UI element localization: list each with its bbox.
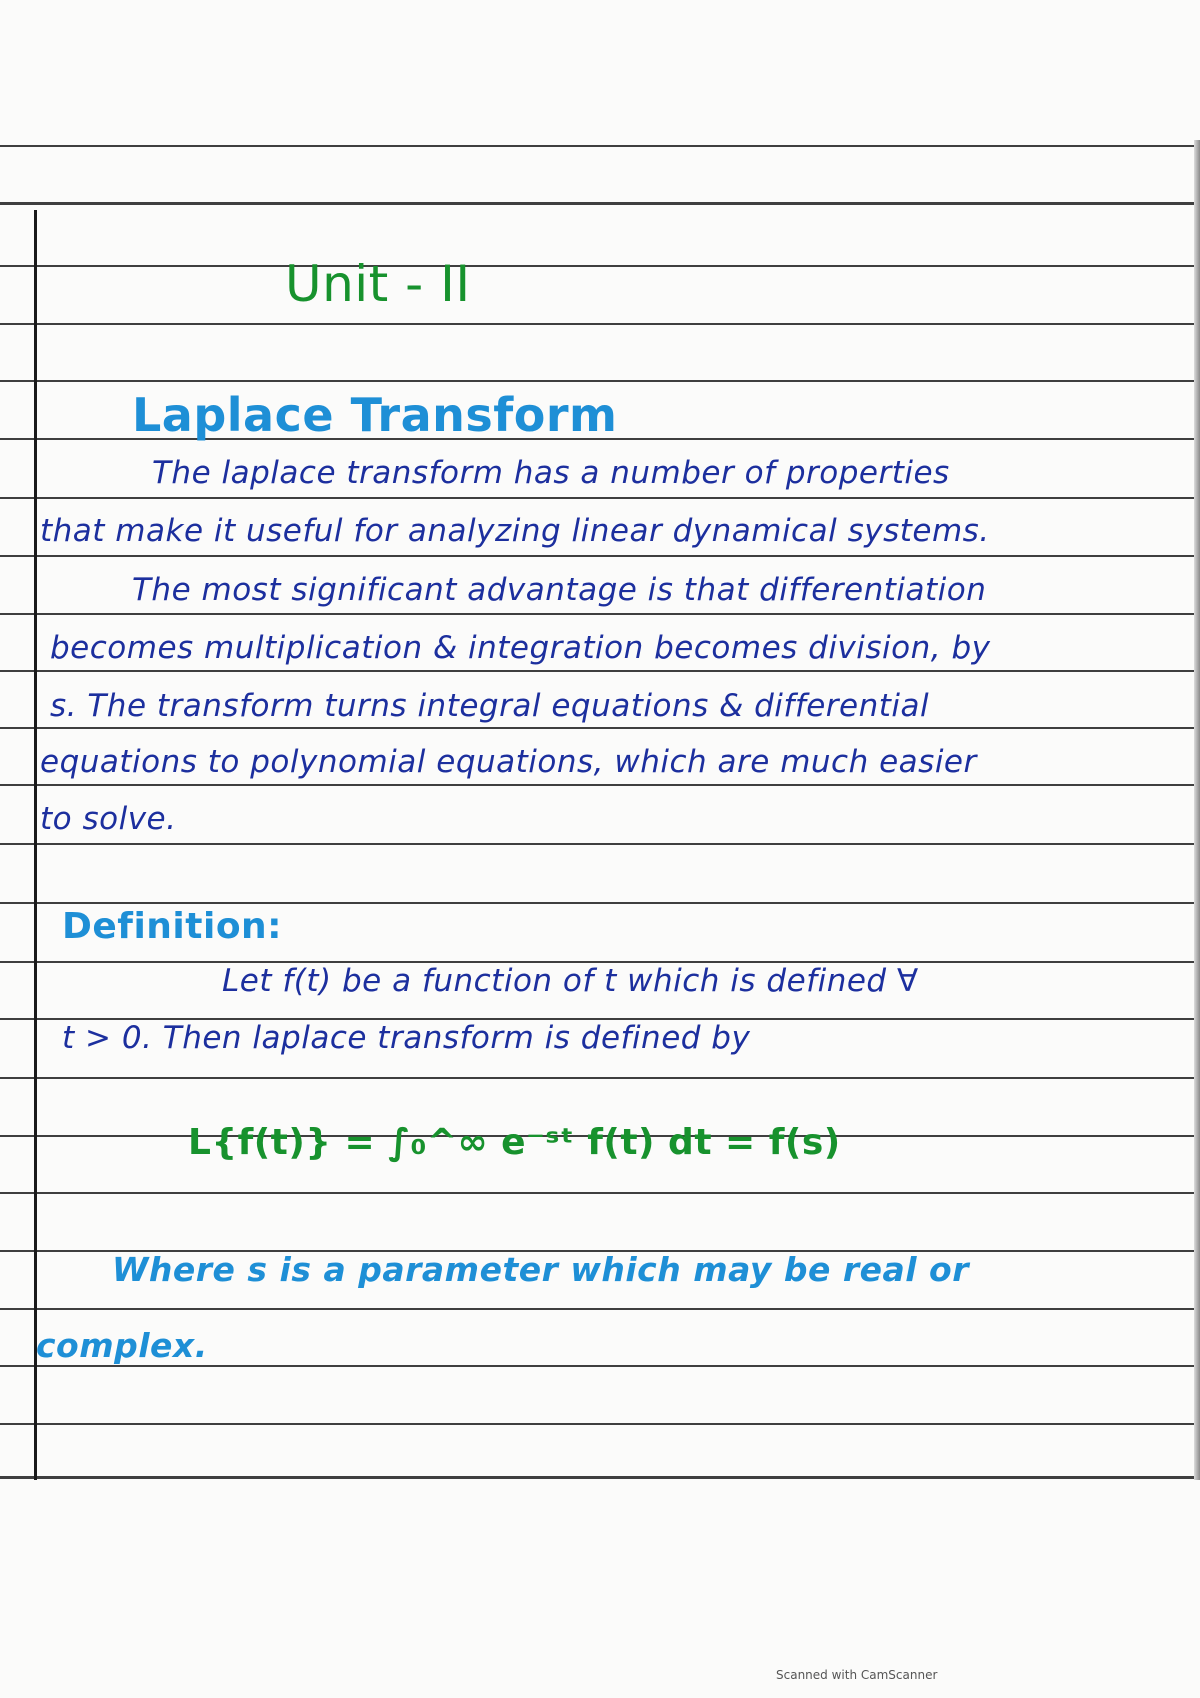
definition-line: Let f(t) be a function of t which is defined ∀ <box>222 963 919 999</box>
paragraph-line: The most significant advantage is that differentiation <box>132 572 987 608</box>
page-edge-shadow <box>1194 140 1200 1480</box>
margin-line <box>34 210 37 1480</box>
paragraph-line: s. The transform turns integral equations & differential <box>50 688 930 724</box>
definition-line: t > 0. Then laplace transform is defined by <box>62 1020 751 1056</box>
paragraph-line: equations to polynomial equations, which are much easier <box>40 744 977 780</box>
ruled-line <box>0 1192 1200 1194</box>
ruled-line <box>0 784 1200 786</box>
ruled-line <box>0 1476 1200 1479</box>
paragraph-line: to solve. <box>40 801 177 837</box>
ruled-line <box>0 843 1200 845</box>
ruled-line <box>0 202 1200 205</box>
ruled-line <box>0 380 1200 382</box>
ruled-line <box>0 1365 1200 1367</box>
ruled-line <box>0 727 1200 729</box>
ruled-line <box>0 323 1200 325</box>
unit-title: Unit - II <box>285 255 471 313</box>
paragraph-line: becomes multiplication & integration becomes division, by <box>50 630 991 666</box>
ruled-line <box>0 613 1200 615</box>
ruled-line <box>0 670 1200 672</box>
remark-line: Where s is a parameter which may be real or <box>112 1250 970 1289</box>
ruled-line <box>0 1308 1200 1310</box>
ruled-line <box>0 1077 1200 1079</box>
ruled-line <box>0 1423 1200 1425</box>
ruled-line <box>0 145 1200 147</box>
remark-line: complex. <box>36 1326 208 1365</box>
ruled-line <box>0 902 1200 904</box>
paragraph-line: The laplace transform has a number of properties <box>152 455 950 491</box>
scanner-watermark: Scanned with CamScanner <box>776 1668 938 1682</box>
definition-heading: Definition: <box>62 906 283 947</box>
ruled-line <box>0 555 1200 557</box>
section-heading: Laplace Transform <box>132 388 618 442</box>
ruled-line <box>0 265 1200 267</box>
ruled-line <box>0 497 1200 499</box>
paragraph-line: that make it useful for analyzing linear dynamical systems. <box>40 513 990 549</box>
laplace-formula: L{f(t)} = ∫₀^∞ e⁻ˢᵗ f(t) dt = f(s) <box>188 1122 841 1163</box>
